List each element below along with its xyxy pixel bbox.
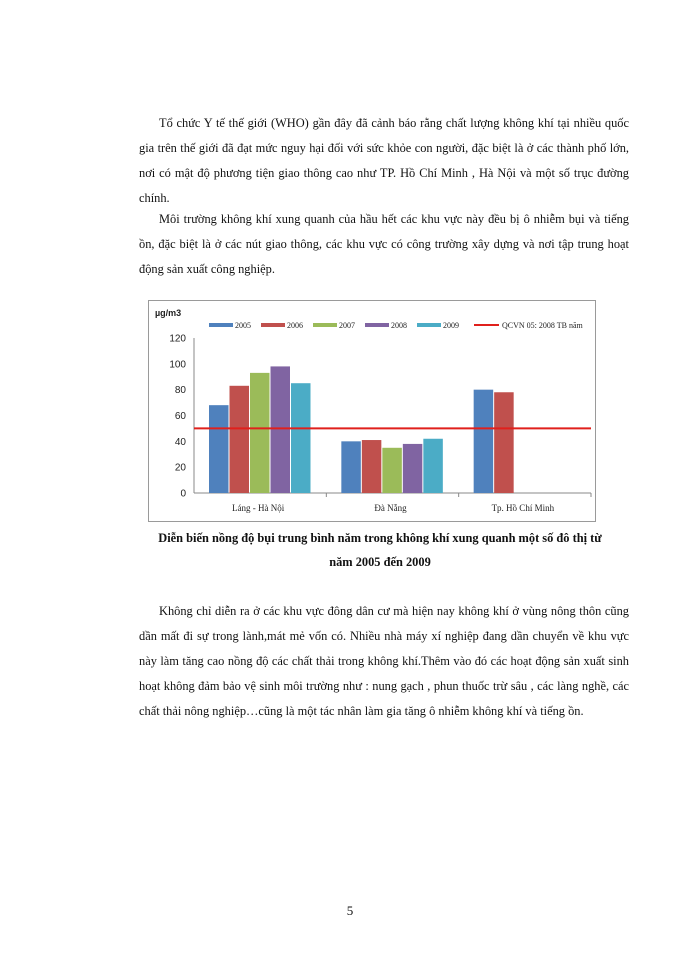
bar-2009-2 xyxy=(423,439,443,493)
paragraph-rural-pollution xyxy=(139,599,629,724)
bar-2005-3 xyxy=(474,390,494,493)
bar-2008-2 xyxy=(403,444,423,493)
legend-label-2006: 2006 xyxy=(287,321,303,330)
legend-swatch-2009 xyxy=(417,323,441,327)
legend-swatch-2007 xyxy=(313,323,337,327)
bar-2007-1 xyxy=(250,373,270,493)
legend-label-2008: 2008 xyxy=(391,321,407,330)
bar-2006-1 xyxy=(230,386,250,493)
x-category-label-1: Láng - Hà Nội xyxy=(232,503,285,513)
bar-2008-1 xyxy=(271,366,291,493)
y-unit-label: µg/m3 xyxy=(155,308,182,318)
legend-swatch-2008 xyxy=(365,323,389,327)
figure-caption-line2: năm 2005 đến 2009 xyxy=(329,555,431,569)
y-tick-label-100: 100 xyxy=(169,359,186,371)
y-tick-label-40: 40 xyxy=(174,436,186,448)
bar-2009-1 xyxy=(291,383,311,493)
paragraph-who-warning xyxy=(139,111,629,211)
figure-caption-line1: Diễn biến nồng độ bụi trung bình năm trong không khí xung quanh một số đô thị từ xyxy=(158,531,602,545)
bar-2007-2 xyxy=(382,448,402,493)
legend-label-2005: 2005 xyxy=(235,321,251,330)
x-category-label-3: Tp. Hồ Chí Minh xyxy=(491,503,555,513)
bar-2006-2 xyxy=(362,440,382,493)
bar-2005-1 xyxy=(209,405,229,493)
legend-label-reference: QCVN 05: 2008 TB năm xyxy=(502,321,583,330)
paragraph-pollution-areas xyxy=(139,207,629,282)
y-tick-label-80: 80 xyxy=(174,385,186,397)
page-number: 5 xyxy=(346,903,354,918)
y-tick-label-120: 120 xyxy=(169,333,186,345)
legend-swatch-2006 xyxy=(261,323,285,327)
paragraph-pollution-text: Môi trường không khí xung quanh của hầu hết các khu vực này đều bị ô nhiễm bụi và tiếng ồn, đặc biệt là ở các nút giao thông, các khu vực có công trường xây dựng và nơi tập trung hoạt động sản xuất công nghiệp. xyxy=(139,212,629,276)
bar-2005-2 xyxy=(341,441,361,493)
paragraph-rural-text: Không chỉ diễn ra ở các khu vực đông dân cư mà hiện nay không khí ở vùng nông thôn cũng dần mất đi sự trong lành,mát mẻ vốn có. Nhiều nhà máy xí nghiệp đang dần chuyển về khu vực này làm tăng cao nồng độ các chất thải trong không khí.Thêm vào đó các hoạt động sản xuất sinh hoạt không đảm bảo vệ sinh môi trường như : nung gạch , phun thuốc trừ sâu , các làng nghề, các chất thải nông nghiệp…cũng là một tác nhân làm gia tăng ô nhiễm không khí và tiếng ồn. xyxy=(139,604,629,718)
dust-concentration-chart xyxy=(148,300,596,522)
bar-2006-3 xyxy=(494,392,513,493)
chart-canvas xyxy=(149,301,595,521)
y-tick-label-60: 60 xyxy=(174,411,186,422)
legend-label-2009: 2009 xyxy=(443,321,459,330)
paragraph-who-text: Tổ chức Y tế thế giới (WHO) gần đây đã cảnh báo rằng chất lượng không khí tại nhiều quốc gia trên thế giới đã đạt mức nguy hại đối với sức khỏe con người, đặc biệt là ở các thành phố lớn, nơi có mật độ phương tiện giao thông cao như TP. Hồ Chí Minh , Hà Nội và một số trục đường chính. xyxy=(139,116,629,205)
legend-swatch-2005 xyxy=(209,323,233,327)
y-tick-label-20: 20 xyxy=(174,462,186,474)
legend-label-2007: 2007 xyxy=(339,321,355,330)
y-tick-label-0: 0 xyxy=(180,488,186,500)
x-category-label-2: Đà Nẵng xyxy=(374,503,407,513)
